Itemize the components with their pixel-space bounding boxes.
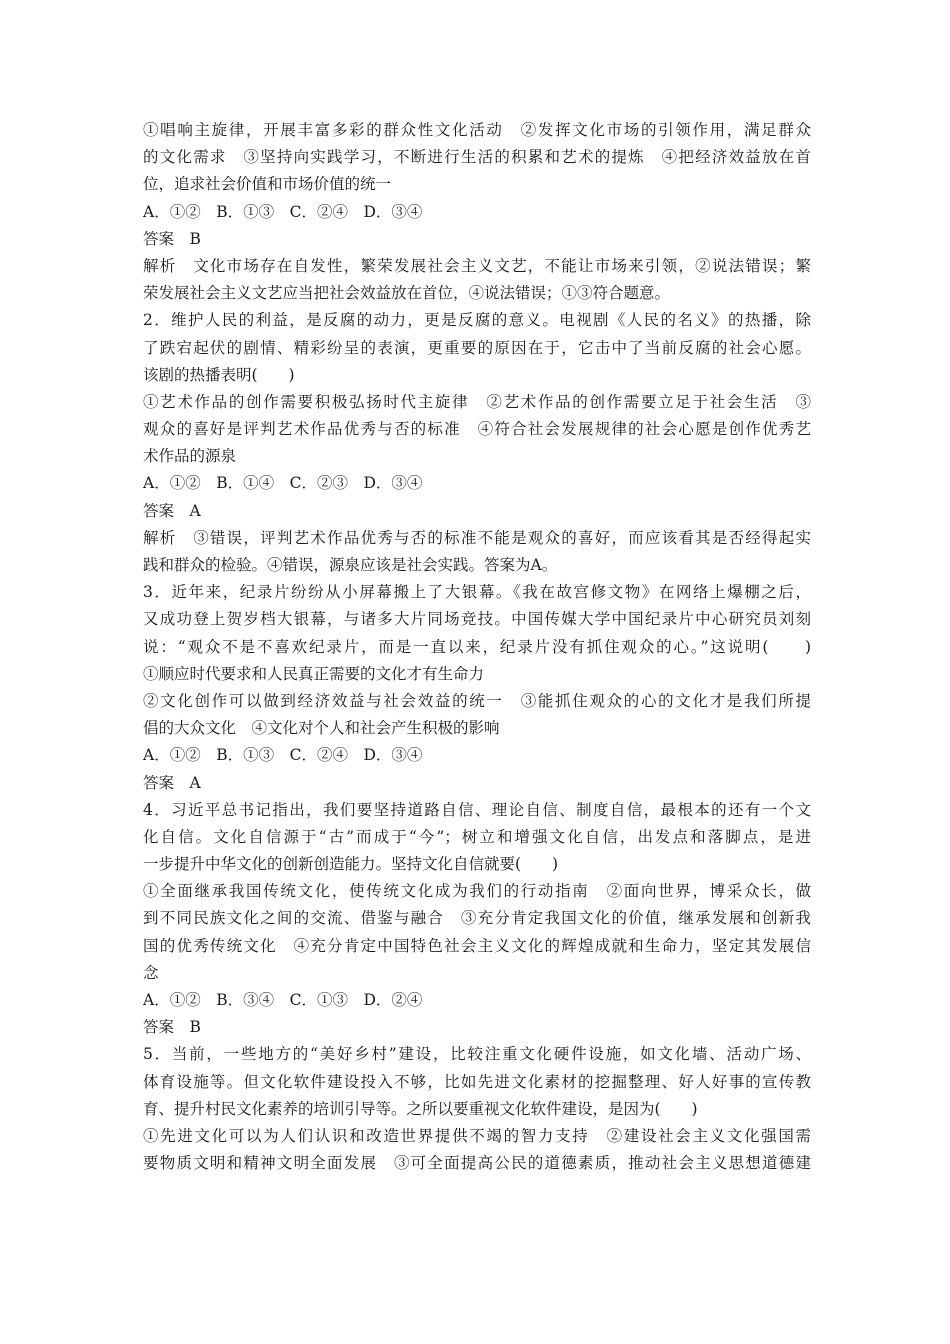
text-line: ①唱响主旋律，开展丰富多彩的群众性文化活动 ②发挥文化市场的引领作用，满足群众 (143, 121, 811, 139)
text-line: A．①② B．①③ C．②④ D．③④ (143, 202, 423, 221)
text-line: 了跌宕起伏的剧情、精彩纷呈的表演，更重要的原因在于，它击中了当前反腐的社会心愿。 (143, 338, 811, 357)
text-line: 化自信。文化自信源于“古”而成于“今”；树立和增强文化自信，出发点和落脚点，是进 (143, 827, 811, 846)
text-line: 5．当前，一些地方的“美好乡村”建设，比较注重文化硬件设施，如文化墙、活动广场、 (143, 1045, 811, 1064)
text-line: 到不同民族文化之间的交流、借鉴与融合 ③充分肯定我国文化的价值，继承发展和创新我 (143, 909, 811, 928)
text-line: 念 (143, 963, 159, 982)
text-line: 答案 B (143, 1018, 201, 1037)
text-line: 倡的大众文化 ④文化对个人和社会产生积极的影响 (143, 719, 500, 738)
text-line: 又成功登上贺岁档大银幕，与诸多大片同场竞技。中国传媒大学中国纪录片中心研究员刘刻 (143, 610, 811, 629)
text-line: 践和群众的检验。④错误，源泉应该是社会实践。答案为A。 (143, 556, 558, 574)
document-page (143, 118, 811, 1178)
text-line: A．①② B．③④ C．①③ D．②④ (143, 991, 423, 1009)
text-line: A．①② B．①③ C．②④ D．③④ (143, 746, 423, 765)
text-line: 2．维护人民的利益，是反腐的动力，更是反腐的意义。电视剧《人民的名义》的热播，除 (143, 311, 811, 330)
text-line: 观众的喜好是评判艺术作品优秀与否的标准 ④符合社会发展规律的社会心愿是创作优秀艺 (143, 420, 811, 439)
text-line: 答案 A (143, 773, 201, 792)
text-line: ②文化创作可以做到经济效益与社会效益的统一 ③能抓住观众的心的文化才是我们所提 (143, 691, 811, 710)
text-line: 答案 B (143, 229, 201, 248)
text-line: ①顺应时代要求和人民真正需要的文化才有生命力 (143, 664, 485, 683)
text-line: 答案 A (143, 501, 201, 520)
text-line: 一步提升中华文化的创新创造能力。坚持文化自信就要( ) (143, 855, 559, 874)
text-line: 解析 文化市场存在自发性，繁荣发展社会主义文艺，不能让市场来引领，②说法错误；繁 (143, 256, 811, 275)
text-line: 说：“观众不是不喜欢纪录片，而是一直以来，纪录片没有抓住观众的心。”这说明( ) (143, 637, 811, 656)
text-line: 位，追求社会价值和市场价值的统一 (143, 175, 392, 194)
text-line: 该剧的热播表明( ) (143, 365, 295, 384)
text-line: 国的优秀传统文化 ④充分肯定中国特色社会主义文化的辉煌成就和生命力，坚定其发展信 (143, 936, 811, 955)
text-line: ①艺术作品的创作需要积极弘扬时代主旋律 ②艺术作品的创作需要立足于社会生活 ③ (143, 392, 811, 411)
text-line: 解析 ③错误，评判艺术作品优秀与否的标准不能是观众的喜好，而应该看其是否经得起实 (143, 528, 811, 547)
text-line: 要物质文明和精神文明全面发展 ③可全面提高公民的道德素质，推动社会主义思想道德建 (143, 1154, 811, 1173)
text-line: A．①② B．①④ C．②③ D．③④ (143, 474, 423, 493)
text-line: ①全面继承我国传统文化，使传统文化成为我们的行动指南 ②面向世界，博采众长，做 (143, 882, 811, 901)
text-line: 术作品的源泉 (143, 447, 237, 466)
text-line: 体育设施等。但文化软件建设投入不够，比如先进文化素材的挖掘整理、好人好事的宣传教 (143, 1072, 811, 1091)
text-line: 荣发展社会主义文艺应当把社会效益放在首位，④说法错误；①③符合题意。 (143, 284, 671, 303)
text-line: 的文化需求 ③坚持向实践学习，不断进行生活的积累和艺术的提炼 ④把经济效益放在首 (143, 148, 811, 167)
text-line: 4．习近平总书记指出，我们要坚持道路自信、理论自信、制度自信，最根本的还有一个文 (143, 800, 811, 819)
text-line: 3．近年来，纪录片纷纷从小屏幕搬上了大银幕。《我在故宫修文物》在网络上爆棚之后， (143, 583, 811, 602)
text-line: 育、提升村民文化素养的培训引导等。之所以要重视文化软件建设，是因为( ) (143, 1099, 698, 1118)
text-line: ①先进文化可以为人们认识和改造世界提供不竭的智力支持 ②建设社会主义文化强国需 (143, 1126, 811, 1145)
